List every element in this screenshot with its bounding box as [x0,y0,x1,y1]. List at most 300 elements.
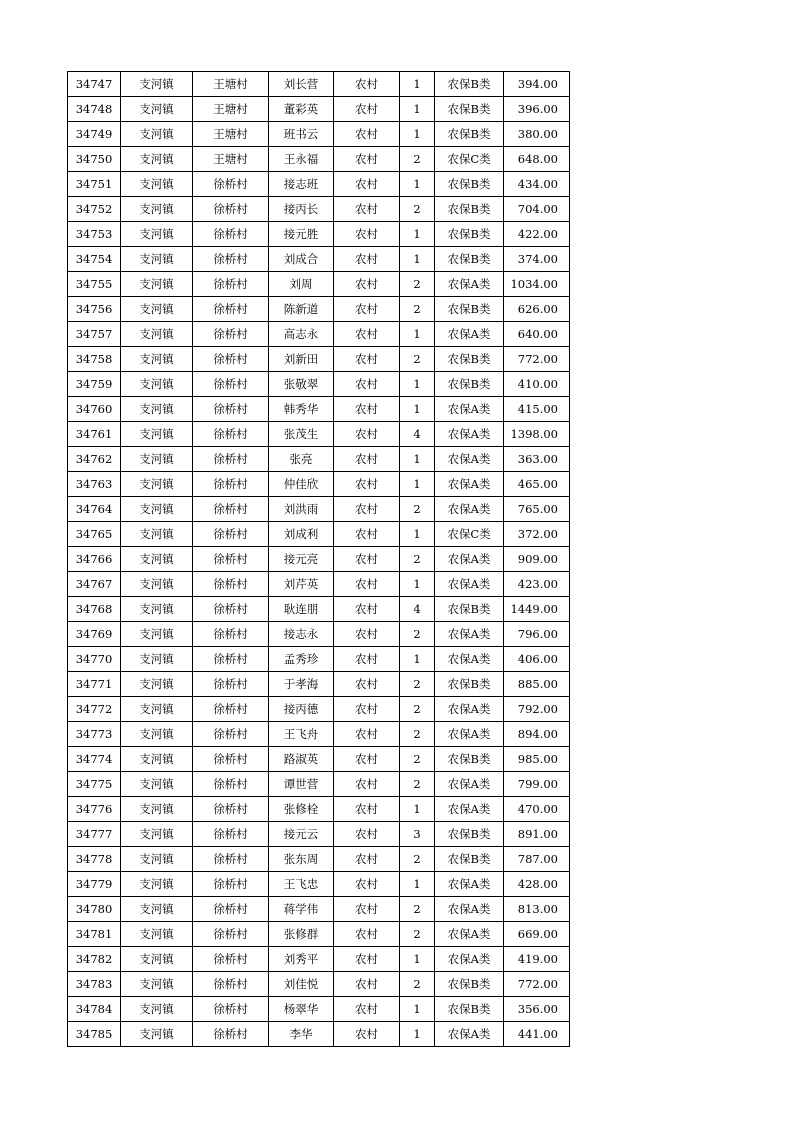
insurance-category-cell: 农保A类 [435,472,504,497]
area-type-cell: 农村 [334,647,400,672]
record-id-cell: 34778 [68,847,121,872]
amount-cell: 648.00 [504,147,570,172]
town-cell: 支河镇 [121,472,193,497]
village-cell: 徐桥村 [193,247,269,272]
person-name-cell: 接丙德 [269,697,334,722]
table-row [68,322,570,347]
area-type-cell: 农村 [334,747,400,772]
person-name-cell: 仲佳欣 [269,472,334,497]
amount-cell: 374.00 [504,247,570,272]
person-name-cell: 陈新道 [269,297,334,322]
person-name-cell: 张茂生 [269,422,334,447]
amount-cell: 380.00 [504,122,570,147]
household-count-cell: 2 [400,547,435,572]
person-name-cell: 班书云 [269,122,334,147]
town-cell: 支河镇 [121,747,193,772]
roster-body [68,72,570,1047]
village-cell: 徐桥村 [193,747,269,772]
household-count-cell: 2 [400,897,435,922]
table-row [68,622,570,647]
table-row [68,547,570,572]
area-type-cell: 农村 [334,772,400,797]
table-row [68,222,570,247]
record-id-cell: 34776 [68,797,121,822]
town-cell: 支河镇 [121,597,193,622]
household-count-cell: 1 [400,97,435,122]
insurance-category-cell: 农保A类 [435,547,504,572]
amount-cell: 363.00 [504,447,570,472]
household-count-cell: 2 [400,697,435,722]
insurance-category-cell: 农保A类 [435,647,504,672]
town-cell: 支河镇 [121,422,193,447]
area-type-cell: 农村 [334,847,400,872]
household-count-cell: 1 [400,172,435,197]
insurance-category-cell: 农保B类 [435,597,504,622]
household-count-cell: 1 [400,122,435,147]
amount-cell: 422.00 [504,222,570,247]
person-name-cell: 张修栓 [269,797,334,822]
record-id-cell: 34762 [68,447,121,472]
person-name-cell: 接志班 [269,172,334,197]
person-name-cell: 刘秀平 [269,947,334,972]
town-cell: 支河镇 [121,847,193,872]
village-cell: 徐桥村 [193,697,269,722]
insurance-category-cell: 农保A类 [435,572,504,597]
village-cell: 徐桥村 [193,822,269,847]
area-type-cell: 农村 [334,397,400,422]
record-id-cell: 34775 [68,772,121,797]
village-cell: 徐桥村 [193,947,269,972]
household-count-cell: 2 [400,297,435,322]
town-cell: 支河镇 [121,997,193,1022]
area-type-cell: 农村 [334,297,400,322]
amount-cell: 428.00 [504,872,570,897]
village-cell: 王塘村 [193,147,269,172]
amount-cell: 372.00 [504,522,570,547]
person-name-cell: 刘周 [269,272,334,297]
area-type-cell: 农村 [334,697,400,722]
area-type-cell: 农村 [334,572,400,597]
household-count-cell: 3 [400,822,435,847]
insurance-category-cell: 农保B类 [435,847,504,872]
insurance-category-cell: 农保B类 [435,172,504,197]
village-cell: 徐桥村 [193,872,269,897]
person-name-cell: 蒋学伟 [269,897,334,922]
amount-cell: 885.00 [504,672,570,697]
town-cell: 支河镇 [121,897,193,922]
amount-cell: 796.00 [504,622,570,647]
household-count-cell: 1 [400,947,435,972]
person-name-cell: 接元亮 [269,547,334,572]
record-id-cell: 34748 [68,97,121,122]
town-cell: 支河镇 [121,447,193,472]
record-id-cell: 34771 [68,672,121,697]
village-cell: 徐桥村 [193,647,269,672]
table-row [68,697,570,722]
record-id-cell: 34751 [68,172,121,197]
insurance-category-cell: 农保A类 [435,622,504,647]
person-name-cell: 张亮 [269,447,334,472]
amount-cell: 434.00 [504,172,570,197]
town-cell: 支河镇 [121,497,193,522]
table-row [68,872,570,897]
town-cell: 支河镇 [121,397,193,422]
person-name-cell: 刘洪雨 [269,497,334,522]
amount-cell: 441.00 [504,1022,570,1047]
village-cell: 徐桥村 [193,197,269,222]
town-cell: 支河镇 [121,697,193,722]
amount-cell: 891.00 [504,822,570,847]
village-cell: 徐桥村 [193,172,269,197]
table-row [68,947,570,972]
town-cell: 支河镇 [121,872,193,897]
record-id-cell: 34774 [68,747,121,772]
table-row [68,72,570,97]
record-id-cell: 34755 [68,272,121,297]
amount-cell: 415.00 [504,397,570,422]
area-type-cell: 农村 [334,247,400,272]
amount-cell: 470.00 [504,797,570,822]
village-cell: 徐桥村 [193,372,269,397]
village-cell: 徐桥村 [193,772,269,797]
amount-cell: 410.00 [504,372,570,397]
insurance-category-cell: 农保C类 [435,522,504,547]
village-cell: 徐桥村 [193,522,269,547]
record-id-cell: 34779 [68,872,121,897]
table-row [68,747,570,772]
table-row [68,497,570,522]
person-name-cell: 接元云 [269,822,334,847]
town-cell: 支河镇 [121,72,193,97]
amount-cell: 894.00 [504,722,570,747]
insurance-category-cell: 农保B类 [435,222,504,247]
household-count-cell: 2 [400,972,435,997]
insurance-category-cell: 农保A类 [435,697,504,722]
table-row [68,847,570,872]
area-type-cell: 农村 [334,172,400,197]
amount-cell: 765.00 [504,497,570,522]
insurance-category-cell: 农保A类 [435,1022,504,1047]
household-count-cell: 1 [400,372,435,397]
area-type-cell: 农村 [334,122,400,147]
household-count-cell: 2 [400,922,435,947]
village-cell: 徐桥村 [193,997,269,1022]
amount-cell: 985.00 [504,747,570,772]
household-count-cell: 2 [400,197,435,222]
record-id-cell: 34753 [68,222,121,247]
person-name-cell: 高志永 [269,322,334,347]
town-cell: 支河镇 [121,922,193,947]
area-type-cell: 农村 [334,547,400,572]
town-cell: 支河镇 [121,97,193,122]
table-row [68,347,570,372]
area-type-cell: 农村 [334,472,400,497]
village-cell: 徐桥村 [193,572,269,597]
town-cell: 支河镇 [121,347,193,372]
person-name-cell: 刘成合 [269,247,334,272]
town-cell: 支河镇 [121,772,193,797]
record-id-cell: 34784 [68,997,121,1022]
village-cell: 徐桥村 [193,922,269,947]
insurance-category-cell: 农保A类 [435,497,504,522]
village-cell: 王塘村 [193,122,269,147]
village-cell: 徐桥村 [193,547,269,572]
area-type-cell: 农村 [334,822,400,847]
person-name-cell: 董彩英 [269,97,334,122]
insurance-category-cell: 农保B类 [435,72,504,97]
insurance-category-cell: 农保B类 [435,197,504,222]
town-cell: 支河镇 [121,297,193,322]
record-id-cell: 34749 [68,122,121,147]
person-name-cell: 王飞忠 [269,872,334,897]
area-type-cell: 农村 [334,672,400,697]
town-cell: 支河镇 [121,372,193,397]
town-cell: 支河镇 [121,172,193,197]
insurance-category-cell: 农保B类 [435,372,504,397]
record-id-cell: 34768 [68,597,121,622]
amount-cell: 406.00 [504,647,570,672]
household-count-cell: 4 [400,597,435,622]
village-cell: 徐桥村 [193,472,269,497]
area-type-cell: 农村 [334,322,400,347]
person-name-cell: 接丙长 [269,197,334,222]
village-cell: 徐桥村 [193,597,269,622]
person-name-cell: 韩秀华 [269,397,334,422]
record-id-cell: 34750 [68,147,121,172]
area-type-cell: 农村 [334,97,400,122]
town-cell: 支河镇 [121,122,193,147]
household-count-cell: 4 [400,422,435,447]
amount-cell: 787.00 [504,847,570,872]
person-name-cell: 张修群 [269,922,334,947]
household-count-cell: 2 [400,672,435,697]
amount-cell: 423.00 [504,572,570,597]
amount-cell: 396.00 [504,97,570,122]
amount-cell: 772.00 [504,972,570,997]
table-row [68,522,570,547]
record-id-cell: 34782 [68,947,121,972]
insurance-category-cell: 农保A类 [435,922,504,947]
table-row [68,422,570,447]
table-row [68,197,570,222]
area-type-cell: 农村 [334,1022,400,1047]
village-cell: 徐桥村 [193,497,269,522]
area-type-cell: 农村 [334,722,400,747]
table-row [68,172,570,197]
village-cell: 徐桥村 [193,447,269,472]
table-row [68,372,570,397]
area-type-cell: 农村 [334,372,400,397]
person-name-cell: 张东周 [269,847,334,872]
table-row [68,97,570,122]
insurance-category-cell: 农保A类 [435,947,504,972]
village-cell: 徐桥村 [193,297,269,322]
household-count-cell: 1 [400,522,435,547]
insurance-category-cell: 农保B类 [435,747,504,772]
person-name-cell: 李华 [269,1022,334,1047]
table-row [68,122,570,147]
area-type-cell: 农村 [334,197,400,222]
record-id-cell: 34777 [68,822,121,847]
household-count-cell: 1 [400,872,435,897]
town-cell: 支河镇 [121,547,193,572]
table-row [68,672,570,697]
person-name-cell: 杨翠华 [269,997,334,1022]
insurance-category-cell: 农保B类 [435,347,504,372]
village-cell: 王塘村 [193,97,269,122]
amount-cell: 356.00 [504,997,570,1022]
insurance-category-cell: 农保A类 [435,272,504,297]
record-id-cell: 34772 [68,697,121,722]
village-cell: 徐桥村 [193,622,269,647]
person-name-cell: 路淑英 [269,747,334,772]
table-row [68,822,570,847]
insurance-category-cell: 农保A类 [435,322,504,347]
household-count-cell: 1 [400,397,435,422]
town-cell: 支河镇 [121,247,193,272]
record-id-cell: 34758 [68,347,121,372]
table-row [68,772,570,797]
insurance-category-cell: 农保A类 [435,897,504,922]
insurance-category-cell: 农保A类 [435,797,504,822]
insurance-category-cell: 农保B类 [435,822,504,847]
area-type-cell: 农村 [334,72,400,97]
record-id-cell: 34764 [68,497,121,522]
record-id-cell: 34780 [68,897,121,922]
area-type-cell: 农村 [334,797,400,822]
table-row [68,572,570,597]
household-count-cell: 2 [400,272,435,297]
person-name-cell: 接元胜 [269,222,334,247]
town-cell: 支河镇 [121,722,193,747]
town-cell: 支河镇 [121,972,193,997]
insurance-category-cell: 农保A类 [435,772,504,797]
area-type-cell: 农村 [334,997,400,1022]
household-count-cell: 1 [400,647,435,672]
area-type-cell: 农村 [334,497,400,522]
amount-cell: 1449.00 [504,597,570,622]
amount-cell: 813.00 [504,897,570,922]
household-count-cell: 1 [400,472,435,497]
table-row [68,447,570,472]
table-row [68,647,570,672]
insurance-category-cell: 农保A类 [435,722,504,747]
table-row [68,297,570,322]
area-type-cell: 农村 [334,922,400,947]
insurance-category-cell: 农保B类 [435,972,504,997]
town-cell: 支河镇 [121,272,193,297]
insurance-category-cell: 农保B类 [435,247,504,272]
table-row [68,797,570,822]
record-id-cell: 34767 [68,572,121,597]
record-id-cell: 34781 [68,922,121,947]
area-type-cell: 农村 [334,897,400,922]
town-cell: 支河镇 [121,672,193,697]
town-cell: 支河镇 [121,197,193,222]
household-count-cell: 1 [400,72,435,97]
record-id-cell: 34783 [68,972,121,997]
town-cell: 支河镇 [121,572,193,597]
household-count-cell: 2 [400,622,435,647]
record-id-cell: 34761 [68,422,121,447]
area-type-cell: 农村 [334,447,400,472]
person-name-cell: 刘芹英 [269,572,334,597]
insurance-category-cell: 农保B类 [435,997,504,1022]
person-name-cell: 张敬翠 [269,372,334,397]
insurance-category-cell: 农保B类 [435,672,504,697]
household-count-cell: 2 [400,772,435,797]
insurance-category-cell: 农保A类 [435,397,504,422]
amount-cell: 626.00 [504,297,570,322]
record-id-cell: 34752 [68,197,121,222]
person-name-cell: 刘佳悦 [269,972,334,997]
table-row [68,997,570,1022]
record-id-cell: 34763 [68,472,121,497]
village-cell: 徐桥村 [193,322,269,347]
insurance-category-cell: 农保A类 [435,447,504,472]
record-id-cell: 34765 [68,522,121,547]
household-count-cell: 2 [400,147,435,172]
village-cell: 徐桥村 [193,397,269,422]
town-cell: 支河镇 [121,647,193,672]
record-id-cell: 34785 [68,1022,121,1047]
amount-cell: 792.00 [504,697,570,722]
village-cell: 徐桥村 [193,422,269,447]
amount-cell: 419.00 [504,947,570,972]
record-id-cell: 34773 [68,722,121,747]
area-type-cell: 农村 [334,222,400,247]
town-cell: 支河镇 [121,1022,193,1047]
person-name-cell: 刘新田 [269,347,334,372]
village-cell: 徐桥村 [193,1022,269,1047]
town-cell: 支河镇 [121,322,193,347]
person-name-cell: 谭世营 [269,772,334,797]
amount-cell: 704.00 [504,197,570,222]
table-row [68,272,570,297]
household-count-cell: 1 [400,222,435,247]
table-row [68,597,570,622]
household-count-cell: 1 [400,572,435,597]
household-count-cell: 1 [400,447,435,472]
village-cell: 徐桥村 [193,222,269,247]
insurance-category-cell: 农保C类 [435,147,504,172]
town-cell: 支河镇 [121,947,193,972]
insurance-category-cell: 农保B类 [435,122,504,147]
household-count-cell: 2 [400,847,435,872]
insurance-category-cell: 农保A类 [435,422,504,447]
household-count-cell: 2 [400,722,435,747]
area-type-cell: 农村 [334,347,400,372]
record-id-cell: 34757 [68,322,121,347]
household-count-cell: 2 [400,747,435,772]
area-type-cell: 农村 [334,597,400,622]
household-count-cell: 1 [400,247,435,272]
amount-cell: 394.00 [504,72,570,97]
amount-cell: 909.00 [504,547,570,572]
record-id-cell: 34769 [68,622,121,647]
town-cell: 支河镇 [121,797,193,822]
insurance-category-cell: 农保B类 [435,297,504,322]
insurance-category-cell: 农保B类 [435,97,504,122]
amount-cell: 465.00 [504,472,570,497]
table-row [68,897,570,922]
amount-cell: 1398.00 [504,422,570,447]
person-name-cell: 于孝海 [269,672,334,697]
person-name-cell: 孟秀珍 [269,647,334,672]
household-count-cell: 2 [400,347,435,372]
person-name-cell: 刘长营 [269,72,334,97]
household-count-cell: 1 [400,797,435,822]
